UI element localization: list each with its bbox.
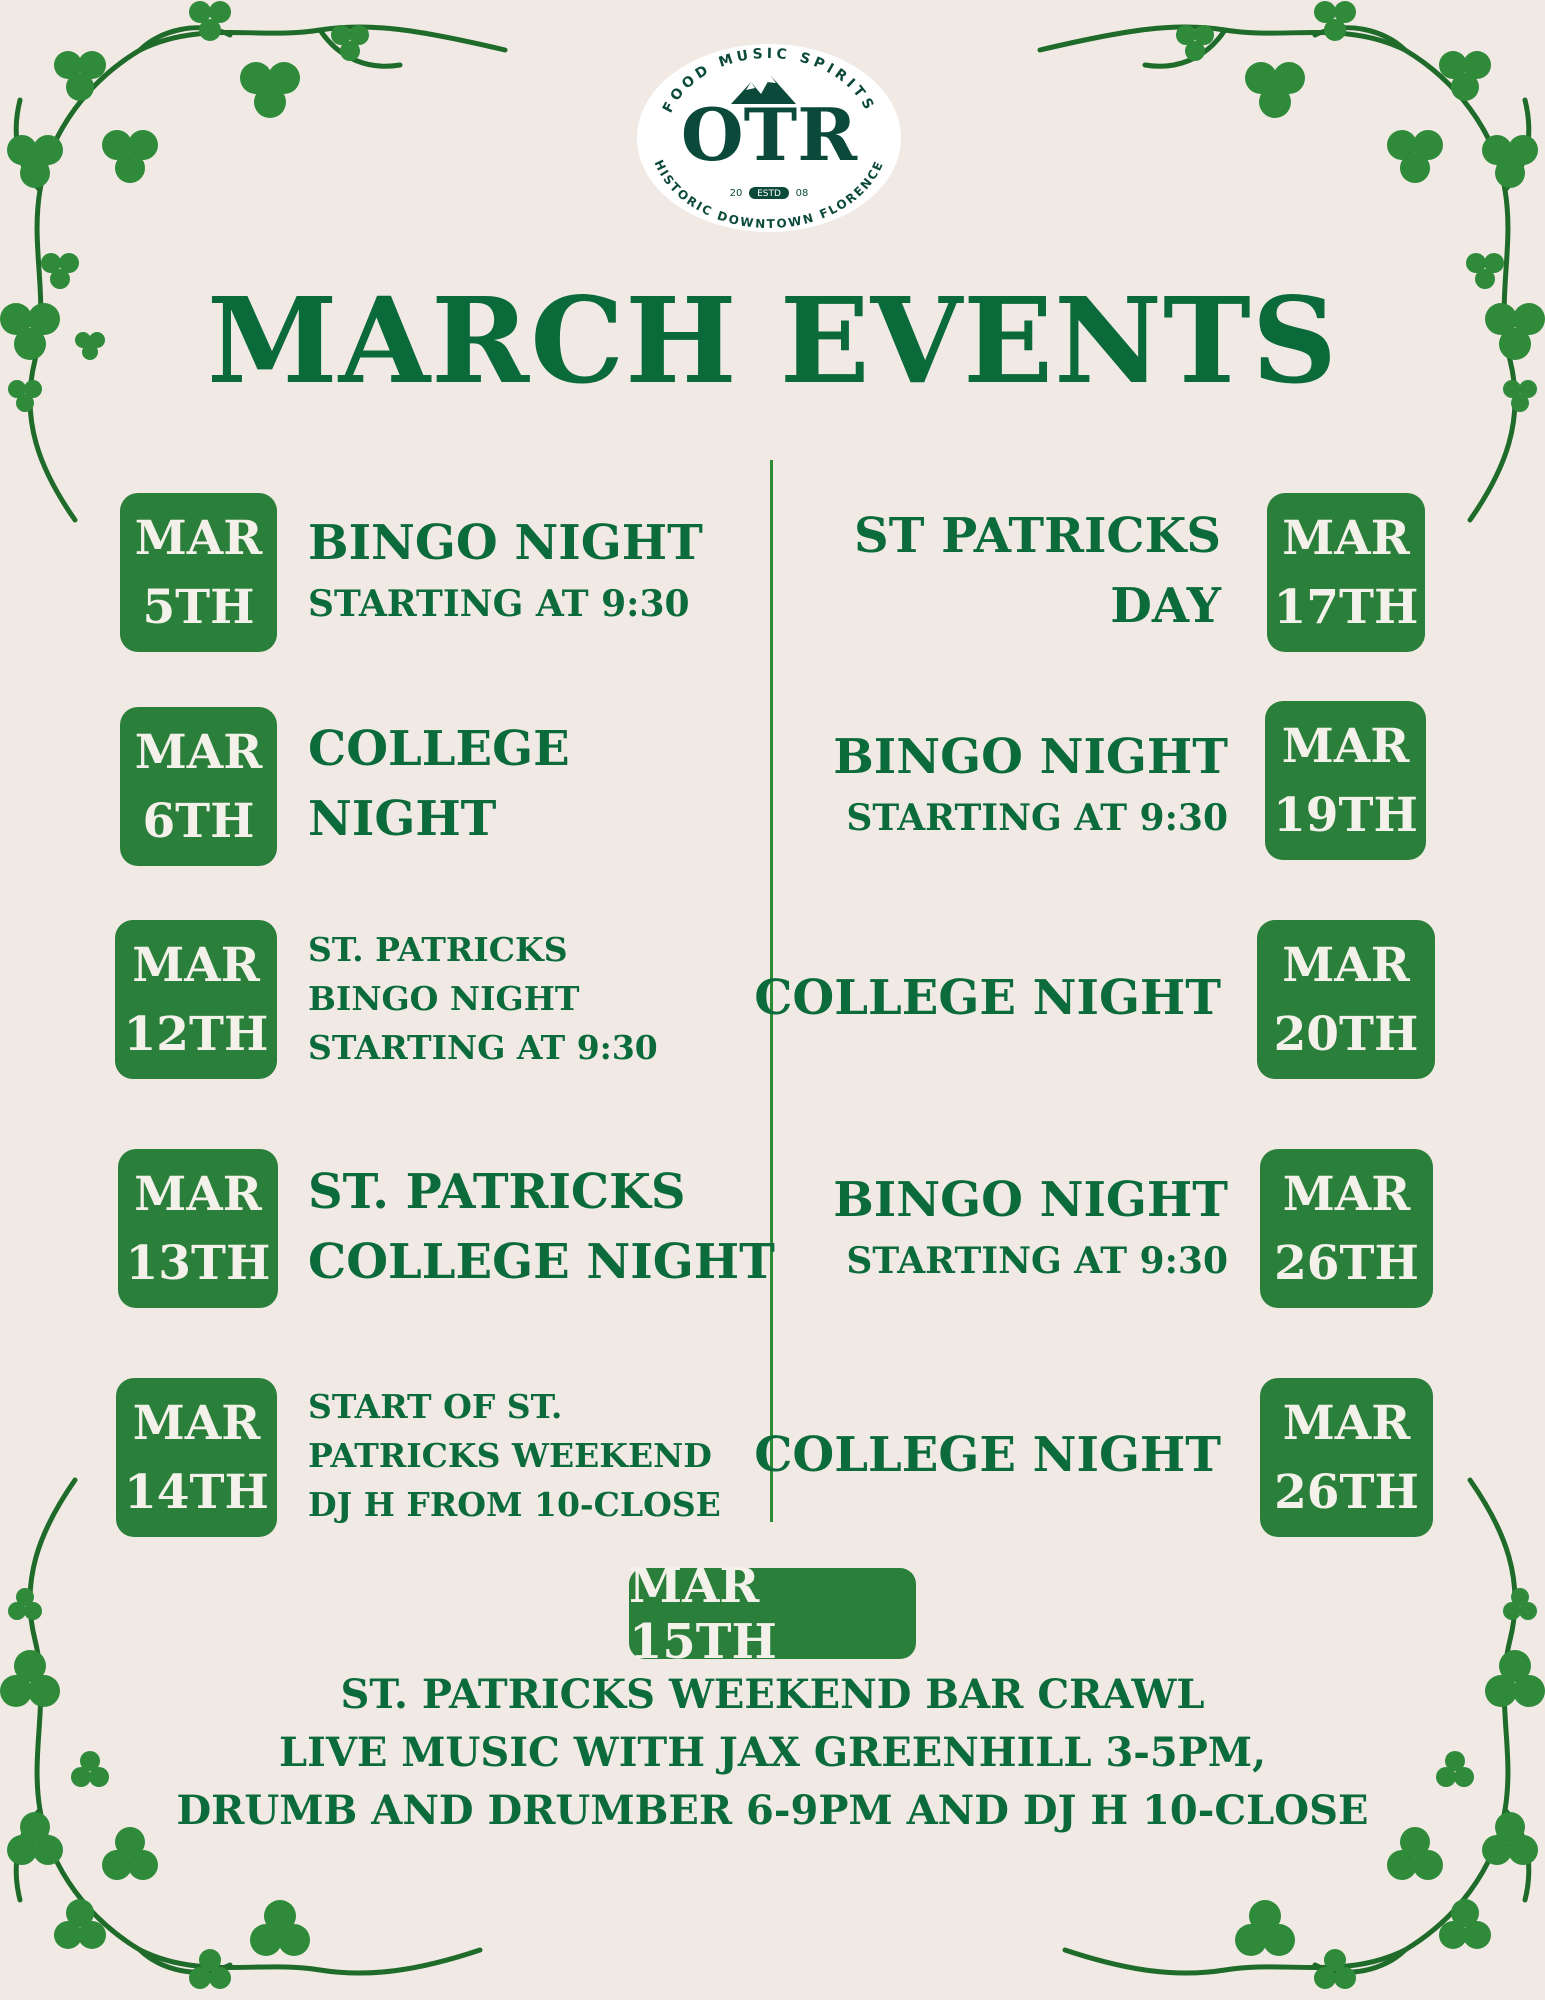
event-line: DJ H FROM 10-CLOSE (308, 1485, 721, 1524)
logo-top-text: FOOD MUSIC SPIRITS (659, 45, 879, 116)
event-bingo-night-mar-26 (833, 1165, 1228, 1287)
logo-year-left: 20 (729, 188, 743, 199)
event-title-line: NIGHT (308, 791, 497, 847)
event-title-line: ST PATRICKS (854, 508, 1221, 564)
badge-month: MAR (134, 1166, 262, 1222)
badge-day: 26TH (1274, 1235, 1419, 1291)
badge-month: MAR (134, 724, 263, 780)
logo-bottom-text: HISTORIC DOWNTOWN FLORENCE (651, 157, 887, 232)
event-line: STARTING AT 9:30 (308, 1028, 658, 1067)
badge-day: 26TH (1274, 1464, 1419, 1520)
badge-month: MAR (132, 937, 260, 993)
badge-month: MAR (134, 510, 263, 566)
badge-month: MAR (1281, 718, 1410, 774)
event-title-line: ST. PATRICKS (308, 1164, 686, 1220)
event-bingo-night-mar-19 (833, 722, 1228, 844)
event-title-line: DAY (1110, 578, 1221, 634)
page-title: MARCH EVENTS (206, 271, 1339, 410)
event-title: COLLEGE NIGHT (754, 970, 1221, 1026)
featured-line: ST. PATRICKS WEEKEND BAR CRAWL (340, 1671, 1205, 1718)
event-college-night-mar-20 (754, 963, 1221, 1033)
date-badge-mar-20 (1257, 920, 1435, 1079)
event-bingo-night-mar-5 (308, 508, 703, 630)
event-detail: STARTING AT 9:30 (846, 797, 1228, 839)
badge-month: MAR (132, 1395, 261, 1451)
badge-day: 20TH (1273, 1006, 1419, 1062)
event-title: BINGO NIGHT (833, 1172, 1228, 1228)
event-start-of-st-patricks-weekend-mar-14 (308, 1382, 721, 1529)
date-badge-mar-26-college (1260, 1378, 1433, 1537)
date-badge-mar-13 (118, 1149, 278, 1308)
date-badge-mar-17 (1267, 493, 1425, 652)
featured-line: LIVE MUSIC WITH JAX GREENHILL 3-5PM, (278, 1729, 1266, 1776)
event-line: ST. PATRICKS (308, 930, 568, 969)
featured-date-badge: MAR 15TH (629, 1568, 916, 1659)
date-badge-mar-12 (115, 920, 277, 1079)
event-title: COLLEGE NIGHT (754, 1427, 1221, 1483)
event-college-night-mar-26 (754, 1420, 1221, 1490)
event-st-patricks-day-mar-17 (854, 501, 1221, 641)
event-detail: STARTING AT 9:30 (308, 583, 690, 625)
badge-month: MAR (1282, 1395, 1411, 1451)
event-college-night-mar-6 (308, 714, 570, 854)
badge-day: 19TH (1273, 787, 1418, 843)
otr-logo (636, 42, 902, 234)
logo-year-right: 08 (795, 188, 809, 199)
event-line: START OF ST. (308, 1387, 563, 1426)
date-badge-mar-5 (120, 493, 277, 652)
featured-line: DRUMB AND DRUMBER 6-9PM AND DJ H 10-CLOSE (176, 1787, 1369, 1834)
badge-day: 17TH (1273, 579, 1419, 635)
event-st-patricks-bingo-mar-12 (308, 925, 658, 1072)
date-badge-mar-19 (1265, 701, 1426, 860)
badge-day: 6TH (142, 793, 255, 849)
logo-brand: OTR (680, 92, 858, 177)
event-detail: STARTING AT 9:30 (846, 1240, 1228, 1282)
badge-month: MAR (1282, 1166, 1411, 1222)
event-title: BINGO NIGHT (308, 515, 703, 571)
badge-month: MAR (1282, 510, 1410, 566)
badge-day: 12TH (123, 1006, 269, 1062)
event-title-line: COLLEGE NIGHT (308, 1234, 775, 1290)
badge-month: MAR (1282, 937, 1410, 993)
badge-day: 5TH (142, 579, 255, 635)
featured-event-description (0, 1666, 1545, 1840)
date-badge-mar-6 (120, 707, 277, 866)
event-st-patricks-college-mar-13 (308, 1157, 775, 1297)
date-badge-mar-14 (116, 1378, 277, 1537)
logo-estd: ESTD (757, 189, 781, 199)
badge-day: 13TH (125, 1235, 271, 1291)
date-badge-mar-26-bingo (1260, 1149, 1433, 1308)
event-line: BINGO NIGHT (308, 979, 580, 1018)
badge-day: 14TH (124, 1464, 269, 1520)
event-title-line: COLLEGE (308, 721, 570, 777)
event-title: BINGO NIGHT (833, 729, 1228, 785)
event-line: PATRICKS WEEKEND (308, 1436, 712, 1475)
